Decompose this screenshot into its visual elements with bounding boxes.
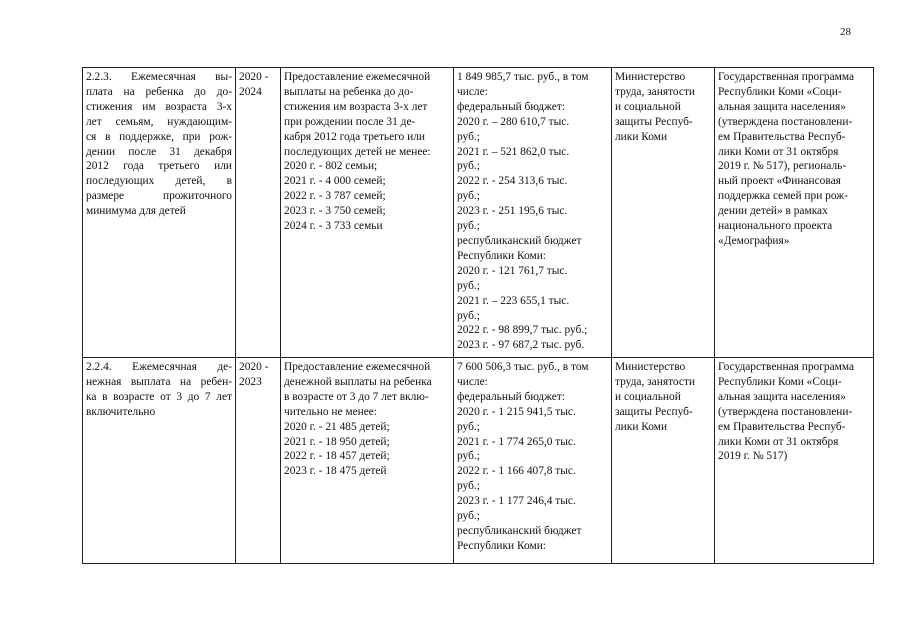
table-row [83,68,874,358]
text-line: размере прожиточного [86,190,232,203]
text-line: Государственная программа [718,71,855,83]
text-line: руб.; [457,309,480,322]
text-line: дении после 31 декабря [86,145,232,158]
text-line: 2012 года третьего или [86,160,232,173]
text-line: минимума для детей [86,205,186,218]
text-line: руб.; [457,160,480,173]
text-line: 2022 г. - 3 787 семей; [284,190,386,203]
executor-cell [612,68,715,358]
text-line: лики Коми [615,130,668,143]
text-line: руб.; [457,420,480,433]
text-line: 2020 г. - 121 761,7 тыс. [457,264,568,277]
text-line: республиканский бюджет [457,524,582,537]
text-line: защиты Респуб- [615,405,693,418]
text-line: альная защита населения» [718,100,846,113]
text-line: защиты Респуб- [615,115,693,128]
text-line: руб.; [457,279,480,292]
text-line: 2020 г. - 802 семьи; [284,160,378,173]
text-line: руб.; [457,510,480,523]
text-line: 2021 г. - 18 950 детей; [284,435,390,448]
text-line: руб.; [457,480,480,493]
text-line: и социальной [615,390,681,403]
text-line: 2023 г. - 18 475 детей [284,465,387,478]
text-line: труда, занятости [615,85,696,98]
indicator-cell [281,358,454,564]
text-line: 2020 г. – 280 610,7 тыс. [457,115,570,128]
text-line: Министерство [615,361,686,373]
text-line: стижения им возраста 3-х лет [284,100,428,113]
text-line: стижения им возраста 3-х [86,100,232,113]
text-line: 2019 г. № 517) [718,450,788,463]
period-cell [236,358,281,564]
indicator-cell [281,68,454,358]
text-line: выплаты на ребенка до до- [284,85,414,98]
text-line: 2024 г. - 3 733 семьи [284,220,383,233]
text-line: руб.; [457,220,480,233]
text-line: республиканский бюджет [457,234,582,247]
text-line: нежная выплата на ребен- [86,375,232,388]
text-line: 2021 г. - 1 774 265,0 тыс. [457,435,576,448]
text-line: 2.2.3. Ежемесячная вы- [86,71,232,83]
text-line: денежной выплаты на ребенка [284,375,432,388]
measure-name-cell [83,68,236,358]
text-line: 2021 г. – 521 862,0 тыс. [457,145,570,158]
text-line: 2022 г. - 18 457 детей; [284,450,390,463]
text-line: ем Правительства Респуб- [718,130,846,143]
text-line: руб.; [457,450,480,463]
program-cell [715,68,874,358]
text-line: числе: [457,85,488,98]
text-line: Республики Коми: [457,249,546,262]
executor-cell [612,358,715,564]
text-line: 2023 г. - 1 177 246,4 тыс. [457,495,576,508]
text-line: 2021 г. – 223 655,1 тыс. [457,294,570,307]
text-line: ка в возрасте от 3 до 7 лет [86,390,232,403]
text-line: 2.2.4. Ежемесячная де- [86,361,232,373]
text-line: ный проект «Финансовая [718,175,841,188]
text-line: при рождении после 31 де- [284,115,416,128]
text-line: 2021 г. - 4 000 семей; [284,175,386,188]
text-line: чительно не менее: [284,405,378,418]
text-line: последующих детей, в [86,175,232,188]
text-line: федеральный бюджет: [457,390,565,403]
text-line: руб.; [457,190,480,203]
text-line: 2023 г. - 3 750 семей; [284,205,386,218]
text-line: лики Коми [615,420,668,433]
text-line: 2020 - [239,361,269,373]
text-line: 2023 г. - 97 687,2 тыс. руб. [457,339,585,352]
text-line: Республики Коми: [457,539,546,552]
text-line: (утверждена постановлени- [718,115,853,128]
table-row [83,358,874,564]
finance-cell [454,358,612,564]
text-line: 2022 г. - 254 313,6 тыс. [457,175,568,188]
text-line: числе: [457,375,488,388]
text-line: лики Коми от 31 октября [718,145,839,158]
text-line: ем Правительства Респуб- [718,420,846,433]
text-line: Предоставление ежемесячной [284,361,431,373]
finance-cell [454,68,612,358]
text-line: 1 849 985,7 тыс. руб., в том [457,71,589,83]
text-line: лики Коми от 31 октября [718,435,839,448]
measures-table [82,67,874,564]
text-line: Республики Коми «Соци- [718,375,842,388]
measure-name-cell [83,358,236,564]
text-line: Министерство [615,71,686,83]
text-line: кабря 2012 года третьего или [284,130,425,143]
text-line: 2022 г. - 98 899,7 тыс. руб.; [457,324,588,337]
text-line: 2020 г. - 21 485 детей; [284,420,390,433]
text-line: альная защита населения» [718,390,846,403]
text-line: 2023 [239,375,262,388]
text-line: 2020 г. - 1 215 941,5 тыс. [457,405,576,418]
text-line: Республики Коми «Соци- [718,85,842,98]
text-line: руб.; [457,130,480,143]
program-cell [715,358,874,564]
period-cell [236,68,281,358]
text-line: «Демография» [718,234,790,247]
text-line: (утверждена постановлени- [718,405,853,418]
text-line: труда, занятости [615,375,696,388]
text-line: дении детей» в рамках [718,205,828,218]
text-line: 2023 г. - 251 195,6 тыс. [457,205,568,218]
text-line: последующих детей не менее: [284,145,431,158]
page-number: 28 [840,26,851,38]
text-line: 2020 - [239,71,269,83]
text-line: 2024 [239,85,262,98]
text-line: в возрасте от 3 до 7 лет вклю- [284,390,429,403]
text-line: лет семьям, нуждающим- [86,115,232,128]
text-line: 2022 г. - 1 166 407,8 тыс. [457,465,576,478]
text-line: ся в поддержке, при рож- [86,130,232,143]
text-line: национального проекта [718,220,833,233]
text-line: Государственная программа [718,361,855,373]
text-line: федеральный бюджет: [457,100,565,113]
text-line: 7 600 506,3 тыс. руб., в том [457,361,589,373]
text-line: включительно [86,405,156,418]
text-line: 2019 г. № 517), региональ- [718,160,847,173]
text-line: плата на ребенка до до- [86,85,232,98]
text-line: поддержка семей при рож- [718,190,848,203]
text-line: Предоставление ежемесячной [284,71,431,83]
text-line: и социальной [615,100,681,113]
